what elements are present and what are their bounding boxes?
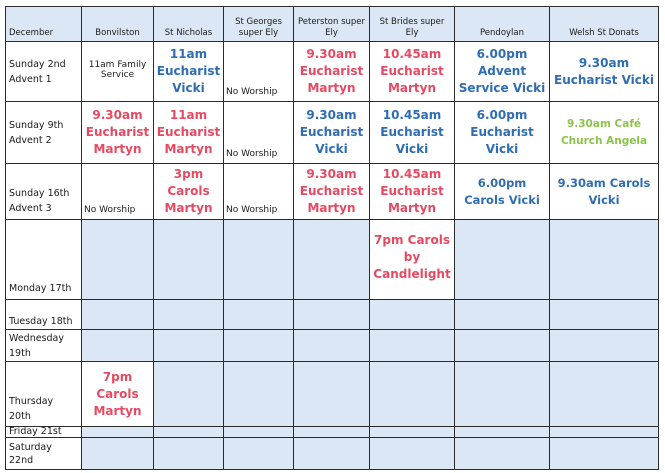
day-label [6,427,82,438]
cell-st-georges [224,330,294,362]
cell-st-brides [370,362,455,427]
row-monday-17th [6,220,659,300]
cell-peterston: 9.30am Eucharist Vicki [294,102,370,164]
row-thursday-20th [6,362,659,427]
cell-welsh-st-donats: 9.30am Carols Vicki [550,164,659,220]
cell-bonvilston: 9.30am Eucharist Martyn [82,102,154,164]
cell-welsh-st-donats [550,427,659,438]
day-label [6,220,82,300]
cell-bonvilston [82,438,154,470]
cell-welsh-st-donats [550,438,659,470]
cell-welsh-st-donats [550,220,659,300]
cell-st-brides: 10.45am Eucharist Vicki [370,102,455,164]
cell-st-nicholas [154,300,224,330]
cell-st-brides [370,427,455,438]
cell-welsh-st-donats: 9.30am Café Church Angela [550,102,659,164]
cell-bonvilston: No Worship [82,164,154,220]
cell-st-nicholas: 11am Eucharist Vicki [154,42,224,102]
cell-st-nicholas [154,438,224,470]
cell-peterston [294,427,370,438]
cell-st-nicholas: 3pm Carols Martyn [154,164,224,220]
services-table [5,6,659,470]
day-line: Sunday 2nd [9,58,66,70]
cell-peterston [294,330,370,362]
row-wednesday-19th [6,330,659,362]
col-header-st-nicholas: St Nicholas [154,7,224,42]
cell-welsh-st-donats [550,362,659,427]
col-header-welsh-st-donats: Welsh St Donats [550,7,659,42]
cell-st-georges [224,427,294,438]
day-label [6,438,82,470]
cell-welsh-st-donats: 9.30am Eucharist Vicki [550,42,659,102]
cell-peterston: 9.30am Eucharist Martyn [294,42,370,102]
cell-st-georges [224,220,294,300]
day-label [6,42,82,102]
cell-peterston [294,300,370,330]
day-line: 20th [9,411,31,422]
cell-st-nicholas [154,330,224,362]
cell-pendoylan [455,330,550,362]
cell-st-georges [224,438,294,470]
cell-pendoylan: 6.00pm Carols Vicki [455,164,550,220]
cell-pendoylan [455,220,550,300]
row-tuesday-18th [6,300,659,330]
cell-pendoylan: 6.00pm Advent Service Vicki [455,42,550,102]
cell-st-georges [224,362,294,427]
cell-peterston: 9.30am Eucharist Martyn [294,164,370,220]
col-header-peterston: Peterston super Ely [294,7,370,42]
row-sunday-9th [6,102,659,164]
row-sunday-16th [6,164,659,220]
cell-st-georges: No Worship [224,42,294,102]
day-label [6,330,82,362]
day-line: Advent 1 [9,73,52,85]
col-header-december: December [6,7,82,42]
day-label [6,300,82,330]
cell-peterston [294,362,370,427]
day-line: Sunday 9th [9,119,64,131]
cell-st-brides [370,438,455,470]
cell-bonvilston [82,427,154,438]
col-header-pendoylan: Pendoylan [455,7,550,42]
cell-bonvilston [82,300,154,330]
day-line: Sunday 16th [9,188,70,199]
cell-st-georges: No Worship [224,164,294,220]
cell-peterston [294,438,370,470]
cell-st-brides [370,300,455,330]
cell-st-brides [370,330,455,362]
day-line: Saturday [9,441,52,453]
day-line: Advent 2 [9,134,52,146]
col-header-bonvilston: Bonvilston [82,7,154,42]
day-label [6,164,82,220]
cell-pendoylan [455,438,550,470]
cell-bonvilston: 11am Family Service [82,42,154,102]
cell-st-brides: 10.45am Eucharist Martyn [370,42,455,102]
cell-pendoylan: 6.00pm Eucharist Vicki [455,102,550,164]
day-line: 22nd [9,454,34,466]
day-label [6,102,82,164]
cell-peterston [294,220,370,300]
day-line: 19th [9,347,31,359]
day-line: Advent 3 [9,203,52,214]
day-line: Thursday [9,396,54,407]
cell-pendoylan [455,427,550,438]
cell-st-brides: 10.45am Eucharist Martyn [370,164,455,220]
header-row [6,7,659,42]
cell-st-nicholas [154,362,224,427]
row-saturday-22nd [6,438,659,470]
day-line: Wednesday [9,332,65,344]
day-label [6,362,82,427]
cell-welsh-st-donats [550,300,659,330]
col-header-st-brides: St Brides super Ely [370,7,455,42]
cell-st-georges [224,300,294,330]
cell-pendoylan [455,300,550,330]
cell-welsh-st-donats [550,330,659,362]
day-line: Monday 17th [9,283,72,294]
cell-pendoylan [455,362,550,427]
day-line: Tuesday 18th [9,316,73,327]
cell-st-georges: No Worship [224,102,294,164]
cell-st-nicholas [154,427,224,438]
col-header-st-georges: St Georges super Ely [224,7,294,42]
cell-bonvilston: 7pm Carols Martyn [82,362,154,427]
cell-bonvilston [82,330,154,362]
cell-bonvilston [82,220,154,300]
cell-st-brides: 7pm Carols by Candlelight [370,220,455,300]
row-friday-21st [6,427,659,438]
cell-st-nicholas [154,220,224,300]
row-sunday-2nd [6,42,659,102]
day-line: Friday 21st [9,426,62,437]
cell-st-nicholas: 11am Eucharist Martyn [154,102,224,164]
